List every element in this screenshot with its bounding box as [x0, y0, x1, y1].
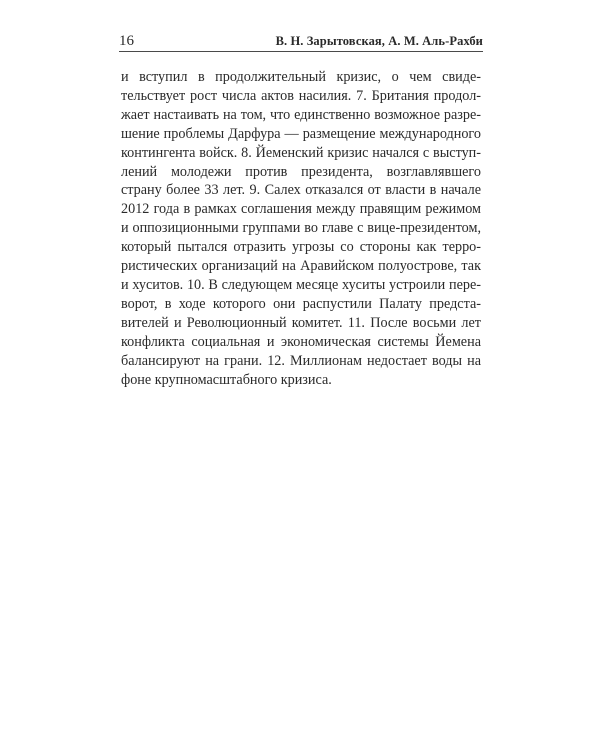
- text-line: фоне крупномасштабного кризиса.: [121, 371, 332, 388]
- text-line: и вступил в продолжительный кризис, о чем свиде-: [121, 69, 481, 85]
- text-line: шение проблемы Дарфура — размещение международного: [121, 125, 481, 142]
- text-line: ристических организаций на Аравийском полуострове, так: [121, 258, 481, 275]
- text-line: конфликта социальная и экономическая системы Йемена: [121, 333, 481, 350]
- body-text: [121, 68, 481, 389]
- text-line: контингента войск. 8. Йеменский кризис начался с выступ-: [121, 144, 481, 161]
- text-line: 2012 года в рамках соглашения между правящим режимом: [121, 201, 481, 218]
- text-line: вителей и Революционный комитет. 11. После восьми лет: [121, 314, 481, 331]
- text-line: страну более 33 лет. 9. Салех отказался от власти в начале: [121, 182, 481, 199]
- text-line: и оппозиционными группами во главе с вице-президентом,: [121, 220, 481, 237]
- text-line: который пытался отразить угрозы со стороны как терро-: [121, 239, 481, 256]
- text-line: тельствует рост числа актов насилия. 7. Британия продол-: [121, 87, 481, 104]
- page-number: 16: [119, 33, 134, 49]
- text-line: ворот, в ходе которого они распустили Палату предста-: [121, 295, 481, 312]
- running-head-authors: В. Н. Зарытовская, А. М. Аль-Рахби: [275, 34, 483, 48]
- text-line: жает настаивать на том, что единственно возможное разре-: [121, 106, 481, 123]
- page-header: [119, 30, 483, 52]
- text-line: лений молодежи против президента, возглавлявшего: [121, 163, 481, 180]
- text-line: и хуситов. 10. В следующем месяце хуситы устроили пере-: [121, 276, 481, 293]
- header-rule: [119, 51, 483, 52]
- text-line: балансируют на грани. 12. Миллионам недостает воды на: [121, 352, 481, 369]
